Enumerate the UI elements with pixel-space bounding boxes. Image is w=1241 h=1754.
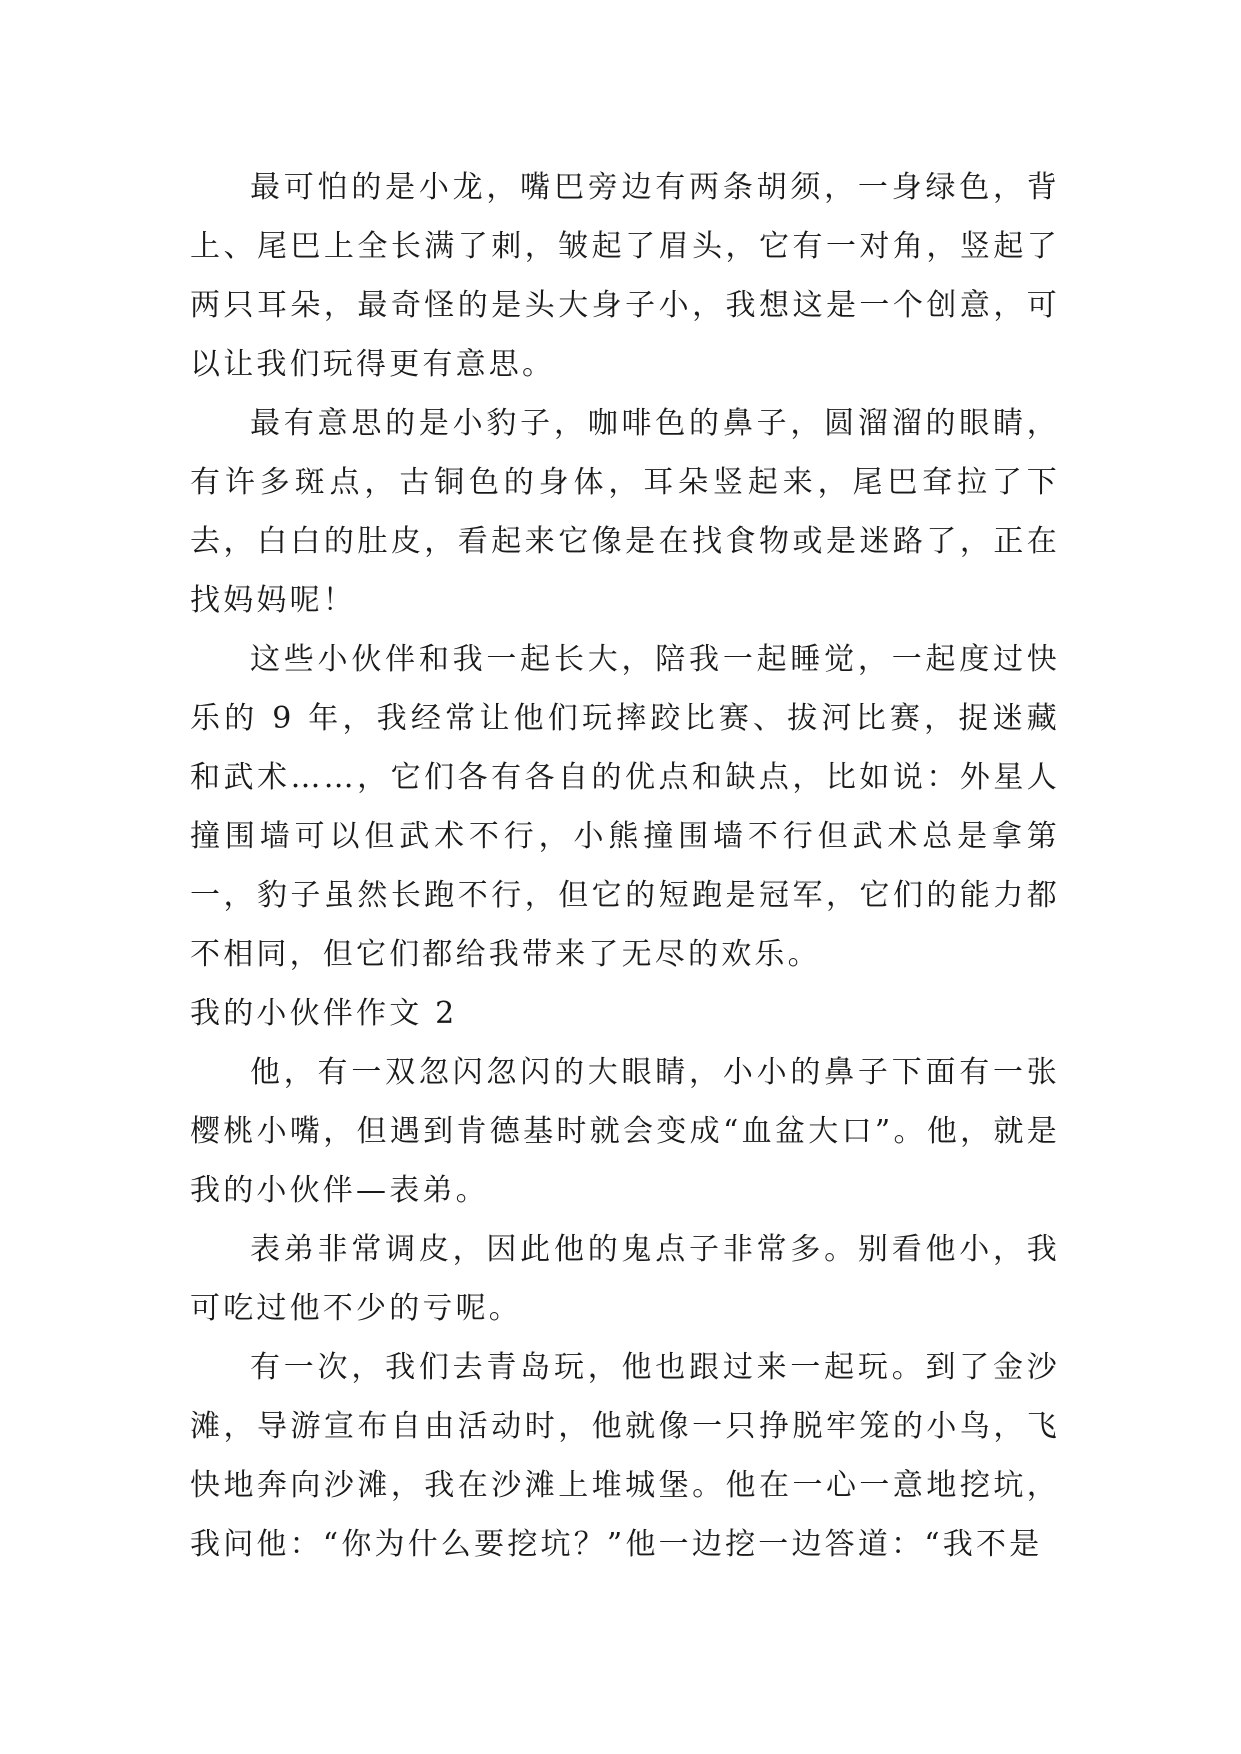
paragraph-leopard: 最有意思的是小豹子，咖啡色的鼻子，圆溜溜的眼睛，有许多斑点，古铜色的身体，耳朵竖起来，尾巴耷拉了下去，白白的肚皮，看起来它像是在找食物或是迷路了，正在找妈妈呢！ [190,406,1060,618]
document-page [190,158,1060,1574]
paragraph-qingdao-trip: 有一次，我们去青岛玩，他也跟过来一起玩。到了金沙滩，导游宣布自由活动时，他就像一只挣脱牢笼的小鸟，飞快地奔向沙滩，我在沙滩上堆城堡。他在一心一意地挖坑，我问他：“你为什么要挖坑？”他一边挖一边答道：“我不是 [190,1350,1060,1562]
paragraph-dragon: 最可怕的是小龙，嘴巴旁边有两条胡须，一身绿色，背上、尾巴上全长满了刺，皱起了眉头，它有一对角，竖起了两只耳朵，最奇怪的是头大身子小，我想这是一个创意，可以让我们玩得更有意思。 [190,170,1060,382]
paragraph-cousin-naughty: 表弟非常调皮，因此他的鬼点子非常多。别看他小，我可吃过他不少的亏呢。 [190,1232,1060,1326]
paragraph-companions: 这些小伙伴和我一起长大，陪我一起睡觉，一起度过快乐的 9 年，我经常让他们玩摔跤比赛、拔河比赛，捉迷藏和武术……，它们各有各自的优点和缺点，比如说：外星人撞围墙可以但武术不行，小熊撞围墙不行但武术总是拿第一，豹子虽然长跑不行，但它的短跑是冠军，它们的能力都不相同，但它们都给我带来了无尽的欢乐。 [190,642,1060,972]
section-title: 我的小伙伴作文 2 [190,996,458,1031]
paragraph-cousin-intro: 他，有一双忽闪忽闪的大眼睛，小小的鼻子下面有一张樱桃小嘴，但遇到肯德基时就会变成“血盆大口”。他，就是我的小伙伴—表弟。 [190,1055,1060,1208]
